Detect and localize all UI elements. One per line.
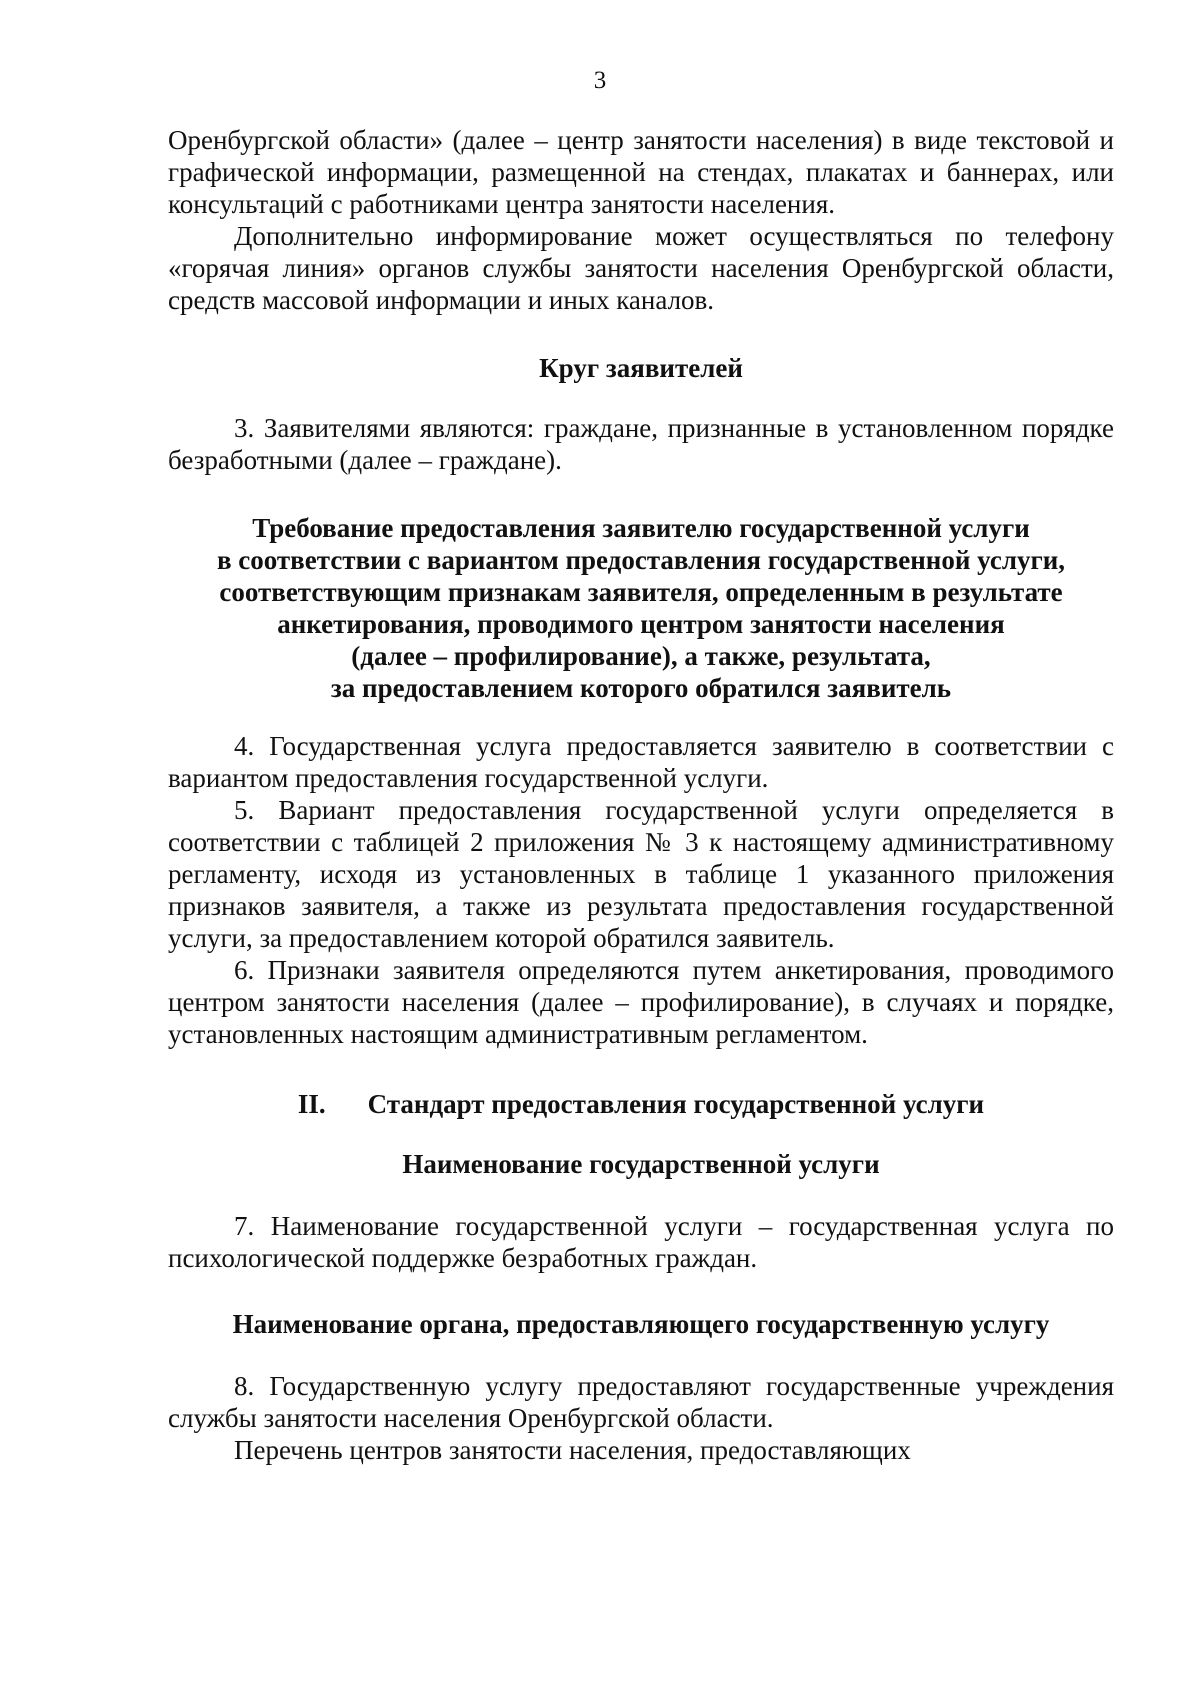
paragraph-7: 7. Наименование государственной услуги – государственная услуга по психологической поддержке безработных граждан. <box>168 1211 1114 1273</box>
heading-requirement <box>168 512 1114 704</box>
paragraph-9: Перечень центров занятости населения, предоставляющих <box>234 1435 911 1465</box>
paragraph-3: 3. Заявителями являются: граждане, признанные в установленном порядке безработными (далее – граждане). <box>168 413 1114 475</box>
heading-requirement-line: за предоставлением которого обратился заявитель <box>330 673 952 703</box>
heading-requirement-line: соответствующим признакам заявителя, определенным в результате <box>219 577 1063 607</box>
page-number: 3 <box>593 67 607 94</box>
paragraph-5: 5. Вариант предоставления государственной услуги определяется в соответствии с таблицей 2 приложения № 3 к настоящему административному регламенту, исходя из установленных в таблице 1 указанного приложения признаков заявителя, а также из результата предоставления государственной услуги, за предоставлением которой обратился заявитель. <box>168 795 1114 953</box>
section-title: Стандарт предоставления государственной услуги <box>367 1089 985 1119</box>
heading-requirement-line: (далее – профилирование), а также, результата, <box>351 641 931 671</box>
paragraph-8: 8. Государственную услугу предоставляют государственные учреждения службы занятости населения Оренбургской области. <box>168 1371 1114 1433</box>
heading-requirement-line: анкетирования, проводимого центром занятости населения <box>277 609 1005 639</box>
paragraph-6: 6. Признаки заявителя определяются путем анкетирования, проводимого центром занятости населения (далее – профилирование), в случаях и порядке, установленных настоящим административным регламентом. <box>168 955 1114 1049</box>
heading-requirement-line: Требование предоставления заявителю государственной услуги <box>252 513 1030 543</box>
heading-requirement-line: в соответствии с вариантом предоставления государственной услуги, <box>216 545 1066 575</box>
section-number: II. <box>297 1089 326 1119</box>
document-body <box>168 124 1114 1466</box>
paragraph-additional-info: Дополнительно информирование может осуществляться по телефону «горячая линия» органов службы занятости населения Оренбургской области, средств массовой информации и иных каналов. <box>168 221 1114 315</box>
paragraph-4: 4. Государственная услуга предоставляется заявителю в соответствии с вариантом предоставления государственной услуги. <box>168 731 1114 793</box>
heading-service-name: Наименование государственной услуги <box>402 1149 880 1179</box>
heading-applicants: Круг заявителей <box>539 353 743 383</box>
paragraph-info-continued: Оренбургской области» (далее – центр занятости населения) в виде текстовой и графической информации, размещенной на стендах, плакатах и баннерах, или консультаций с работниками центра занятости населения. <box>168 125 1114 219</box>
section-heading <box>168 1088 1114 1120</box>
heading-authority-name: Наименование органа, предоставляющего государственную услугу <box>232 1309 1050 1339</box>
